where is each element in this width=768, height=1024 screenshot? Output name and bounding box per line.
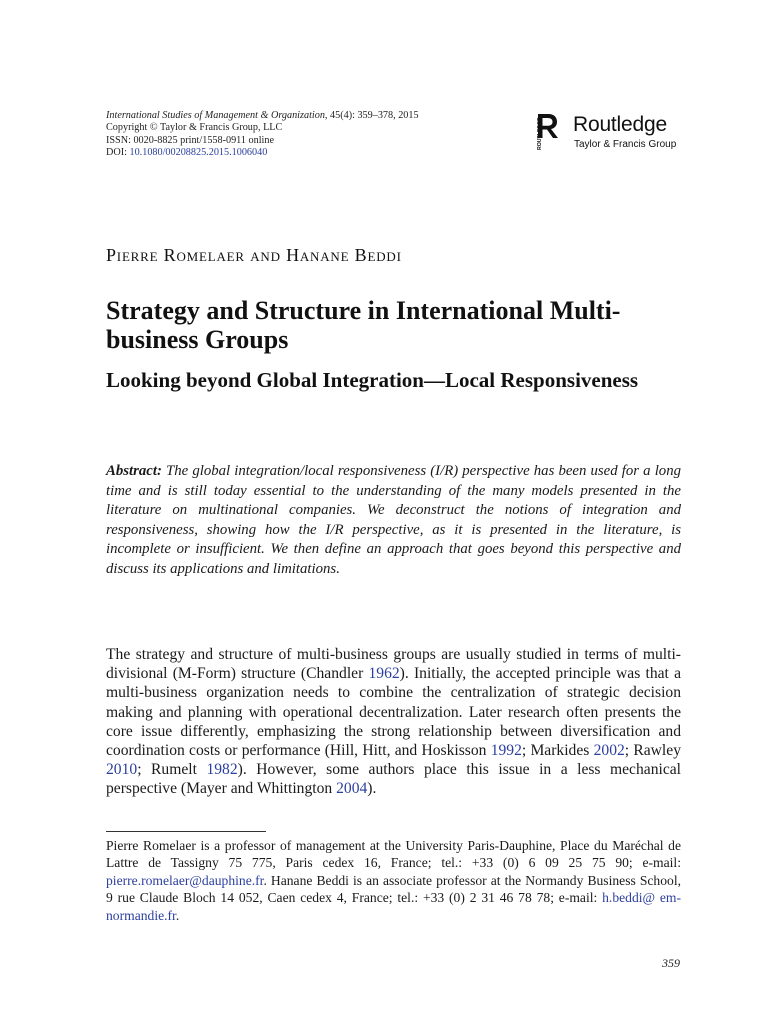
footnote-divider (106, 831, 266, 832)
article-subtitle: Looking beyond Global Integration—Local Responsiveness (106, 368, 639, 392)
routledge-logo-icon (536, 112, 566, 152)
publisher-name: Routledge (573, 113, 667, 136)
article-authors: Pierre Romelaer and Hanane Beddi (106, 245, 402, 265)
citation-link[interactable]: 2004 (336, 780, 368, 798)
citation-link[interactable]: 1982 (206, 761, 238, 779)
issn-line: ISSN: 0020-8825 print/1558-0911 online (106, 134, 274, 146)
citation-link[interactable]: 2002 (593, 742, 625, 760)
citation-link[interactable]: 1962 (368, 665, 400, 683)
journal-name: International Studies of Management & Organization (106, 110, 325, 121)
publisher-logo (536, 112, 696, 154)
body-text-segment: ; Rawley (624, 742, 681, 760)
body-text-segment: ). Initially, the accepted principle was that a multi-business organization needs to combine the centralization of strategic decision making and planning with operational decentralization. Later research often presents the core issue differently, emphasizing the strong relationship between diversification and coordination costs or performance (Hill, Hitt, and Hoskisson (106, 665, 681, 760)
publisher-group: Taylor & Francis Group (574, 139, 677, 150)
doi-label: DOI: (106, 147, 130, 159)
email-link[interactable]: pierre.romelaer@dauphine.fr (106, 872, 264, 888)
body-text-segment: ). (367, 780, 377, 798)
body-paragraph (106, 645, 681, 799)
body-text-segment: ; Rumelt (137, 761, 207, 779)
abstract-text: The global integration/local responsiveness (I/R) perspective has been used for a long time and is still today essential to the understanding of the many models presented in the literature on multinational companies. We deconstruct the notions of integration and responsiveness, showing how the I/R perspective, as it is presented in the literature, is incomplete or insufficient. We then define an approach that goes beyond this perspective and discuss its applications and limitations. (106, 463, 681, 577)
journal-citation: , 45(4): 359–378, 2015 (324, 110, 419, 121)
page-number: 359 (662, 956, 680, 970)
footnote-text-segment: . Hanane Beddi is an associate professor at the Normandy Business School, 9 rue Claude Bloch 14 052, Caen cedex 4, France; tel.: +33 (0) 2 31 46 78 78; e-mail: (106, 872, 681, 906)
doi-line (106, 147, 526, 159)
email-link[interactable]: h.beddi@ em-normandie.fr (106, 890, 682, 923)
body-text-segment: ). However, some authors place this issue in a less mechanical perspective (Mayer and Whittington (106, 761, 681, 798)
doi-link[interactable]: 10.1080/00208825.2015.1006040 (129, 147, 268, 159)
footnote-text-segment: . (175, 907, 180, 923)
abstract-label: Abstract: (106, 463, 162, 479)
citation-link[interactable]: 1992 (490, 742, 522, 760)
footnote-text-segment: Pierre Romelaer is a professor of management at the University Paris-Dauphine, Place du Maréchal de Lattre de Tassigny 75 775, Paris cedex 16, France; tel.: +33 (0) 6 09 25 75 90; e-mail: (106, 838, 681, 871)
journal-header (106, 110, 526, 160)
author-footnote (106, 837, 681, 924)
citation-link[interactable]: 2010 (106, 761, 138, 779)
article-title: Strategy and Structure in International Multi-business Groups (106, 296, 621, 354)
logo-mark-text: ROUTLEDGE (537, 117, 543, 150)
copyright-line: Copyright © Taylor & Francis Group, LLC (106, 122, 283, 134)
abstract (106, 462, 681, 579)
body-text-segment: The strategy and structure of multi-business groups are usually studied in terms of multi-divisional (M-Form) structure (Chandler (106, 646, 681, 683)
journal-citation-line (106, 110, 526, 122)
body-text-segment: ; Markides (521, 742, 594, 760)
